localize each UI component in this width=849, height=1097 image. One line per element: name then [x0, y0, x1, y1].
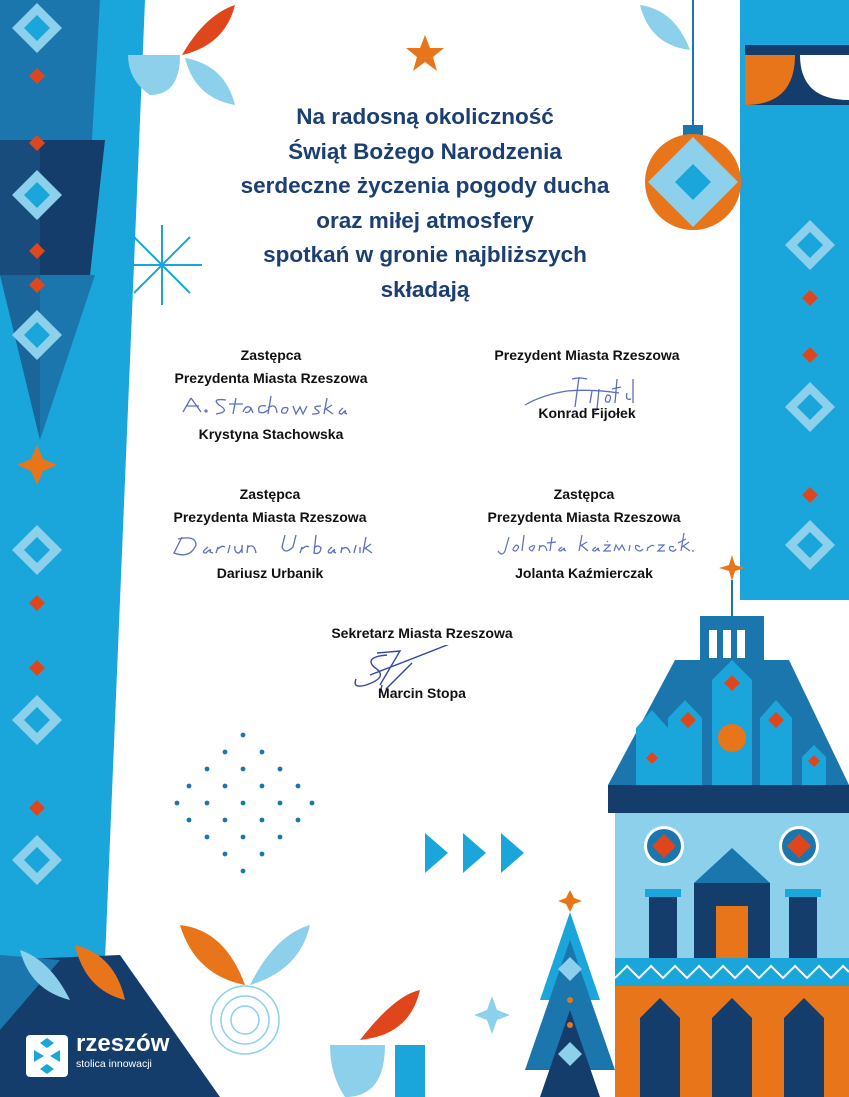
greeting-line: Na radosną okoliczność — [296, 104, 554, 129]
signatory-title: Zastępca — [239, 486, 301, 502]
signatory-title: Prezydenta Miasta Rzeszowa — [174, 370, 368, 386]
signatory-name: Krystyna Stachowska — [198, 426, 344, 442]
greeting-text — [180, 100, 670, 307]
signatory-title: Zastępca — [240, 347, 302, 363]
logo-tagline: stolica innowacji — [76, 1058, 152, 1070]
signatory-title: Zastępca — [553, 486, 615, 502]
signatory-title: Prezydent Miasta Rzeszowa — [494, 347, 680, 363]
greeting-line: Świąt Bożego Narodzenia — [288, 138, 562, 164]
dot-pattern-decoration — [175, 733, 315, 874]
rzeszow-logo-icon — [26, 1035, 68, 1077]
signatory-name: Marcin Stopa — [378, 685, 466, 701]
town-hall-building-illustration — [608, 555, 849, 1097]
handwritten-signature — [131, 390, 411, 420]
signatory-block — [444, 483, 724, 583]
signatory-block — [130, 483, 410, 583]
christmas-tree-icon — [525, 890, 615, 1097]
signatory-title: Prezydenta Miasta Rzeszowa — [173, 509, 367, 525]
greeting-line: serdeczne życzenia pogody ducha — [240, 173, 610, 198]
arrow-triangles-decoration — [425, 833, 524, 873]
signatory-name: Konrad Fijołek — [538, 405, 636, 421]
leaf-ring-decoration — [180, 925, 310, 1054]
signatory-title: Sekretarz Miasta Rzeszowa — [331, 625, 513, 641]
handwritten-signature — [130, 529, 410, 559]
logo-brand: rzeszów — [76, 1030, 170, 1057]
signatory-name: Dariusz Urbanik — [216, 565, 324, 581]
signatory-title: Prezydenta Miasta Rzeszowa — [487, 509, 681, 525]
greeting-line: składają — [380, 276, 470, 302]
star-icon — [406, 35, 444, 71]
sparkle-icon — [474, 996, 510, 1034]
leaf-decoration-bottom — [330, 990, 425, 1097]
leaf-decoration — [640, 5, 690, 50]
handwritten-signature — [444, 529, 724, 559]
signatory-name: Jolanta Kaźmierczak — [515, 565, 653, 581]
right-border-decoration — [740, 0, 849, 600]
signatory-block — [447, 344, 727, 423]
greeting-line: spotkań w gronie najbliższych — [263, 242, 587, 267]
greeting-line: oraz miłej atmosfery — [316, 207, 534, 233]
signatory-block — [131, 344, 411, 444]
signatory-block — [282, 622, 562, 703]
